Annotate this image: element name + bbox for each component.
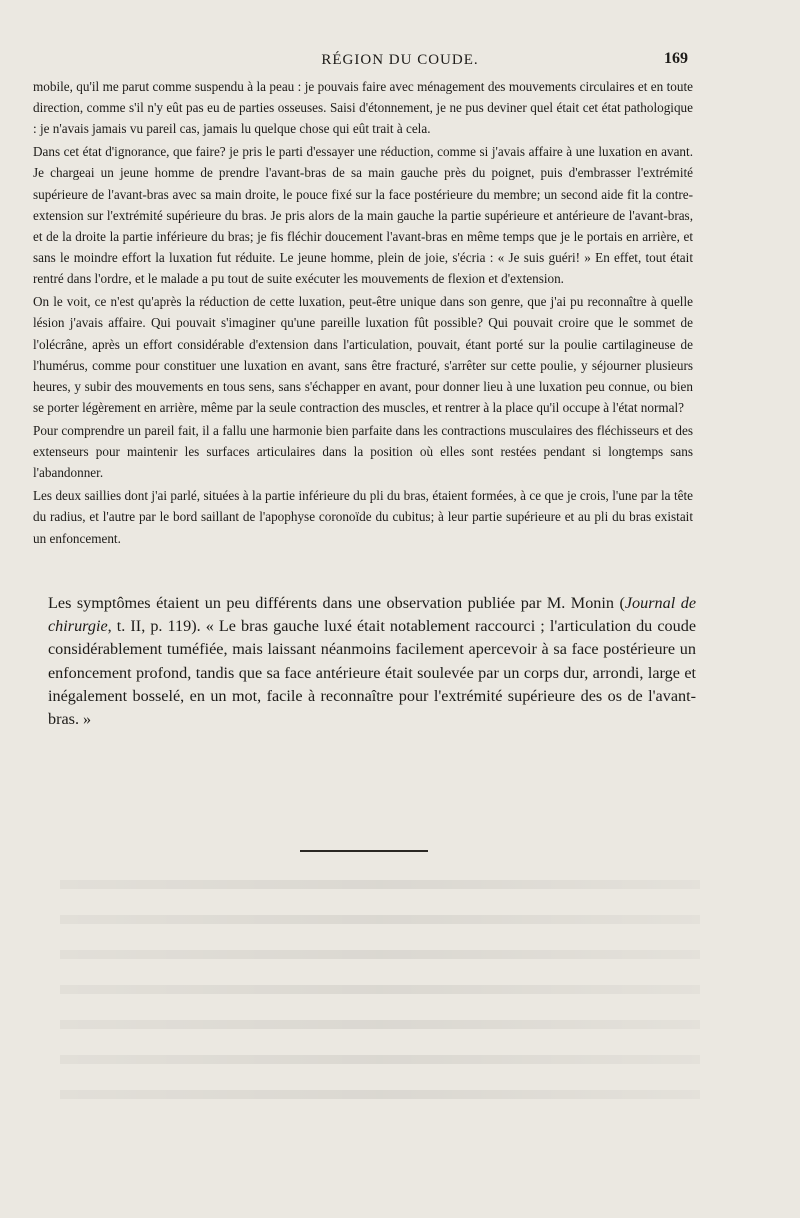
section-divider — [300, 850, 428, 852]
show-through-shadow — [60, 985, 700, 994]
page-number: 169 — [664, 50, 688, 67]
page-header — [0, 50, 800, 74]
paragraph: Les deux saillies dont j'ai parlé, situées à la partie inférieure du pli du bras, étaient formées, à ce que je crois, l'une par la tête du radius, et l'autre par le bord saillant de l'apophyse coronoïde du cubitus; à leur partie supérieure et au pli du bras existait un enfoncement. — [33, 488, 693, 546]
paragraph: Pour comprendre un pareil fait, il a fallu une harmonie bien parfaite dans les contractions musculaires des fléchisseurs et des extenseurs pour maintenir les surfaces articulaires dans la position où elles sont restées pendant si longtemps sans l'abandonner. — [33, 423, 693, 481]
main-text-large — [48, 592, 696, 731]
show-through-shadow — [60, 1020, 700, 1029]
paragraph — [48, 592, 696, 731]
running-title: RÉGION DU COUDE. — [321, 52, 479, 68]
paragraph: On le voit, ce n'est qu'après la réduction de cette luxation, peut-être unique dans son genre, que j'ai pu reconnaître à quelle lésion j'avais affaire. Qui pouvait s'imaginer qu'une pareille luxation fût possible? Qui pouvait croire que le sommet de l'olécrâne, après un effort considérable d'extension dans l'articulation, pouvait, étant porté sur la poulie cartilagineuse de l'humérus, comme pour constituer une luxation en avant, sans être fracturé, s'arrêter sur cette poulie, y séjourner plusieurs heures, y subir des mouvements en tous sens, sans s'échapper en avant, pour donner lieu à une luxation peu connue, ou bien se porter légèrement en arrière, même par la seule contraction des muscles, et rentrer à la place qu'il occupe à l'état normal? — [33, 294, 693, 416]
text-run: , t. II, p. 119). « Le bras gauche luxé était notablement raccourci ; l'articulation du coude considérablement tuméfiée, mais laissant néanmoins facilement apercevoir à sa face postérieure un enfoncement profond, tandis que sa face antérieure était soulevée par un corps dur, arrondi, large et inégalement bosselé, en un mot, facile à reconnaître pour l'extrémité supérieure des os de l'avant-bras. » — [48, 617, 696, 729]
text-run: Les symptômes étaient un peu différents dans une observation publiée par M. Monin ( — [48, 594, 625, 612]
show-through-shadow — [60, 915, 700, 924]
show-through-shadow — [60, 1090, 700, 1099]
paragraph: mobile, qu'il me parut comme suspendu à la peau : je pouvais faire avec ménagement des mouvements circulaires et en toute direction, comme s'il n'y eût pas eu de parties osseuses. Saisi d'étonnement, je ne pus deviner quel était cet état pathologique : je n'avais jamais vu pareil cas, jamais lu quelque chose qui eût trait à cela. — [33, 79, 693, 137]
journal-title: Journal de chirurgie — [48, 594, 697, 636]
paragraph: Dans cet état d'ignorance, que faire? je pris le parti d'essayer une réduction, comme si j'avais affaire à une luxation en avant. Je chargeai un jeune homme de prendre l'avant-bras de sa main gauche près du poignet, puis d'embrasser l'extrémité supérieure de l'avant-bras avec sa main droite, le pouce fixé sur la face postérieure du membre; un second aide fit la contre-extension sur l'extrémité supérieure du bras. Je pris alors de la main gauche la partie supérieure et antérieure de l'avant-bras, et de la droite la partie inférieure du bras; je fis fléchir doucement l'avant-bras en même temps que je le portais en arrière, et sans le moindre effort la luxation fut réduite. Le jeune homme, plein de joie, s'écria : « Je suis guéri! » En effet, tout était rentré dans l'ordre, et le malade a pu tout de suite exécuter les mouvements de flexion et d'extension. — [33, 144, 693, 287]
show-through-shadow — [60, 950, 700, 959]
show-through-shadow — [60, 880, 700, 889]
main-text-small — [33, 76, 693, 550]
show-through-shadow — [60, 1055, 700, 1064]
